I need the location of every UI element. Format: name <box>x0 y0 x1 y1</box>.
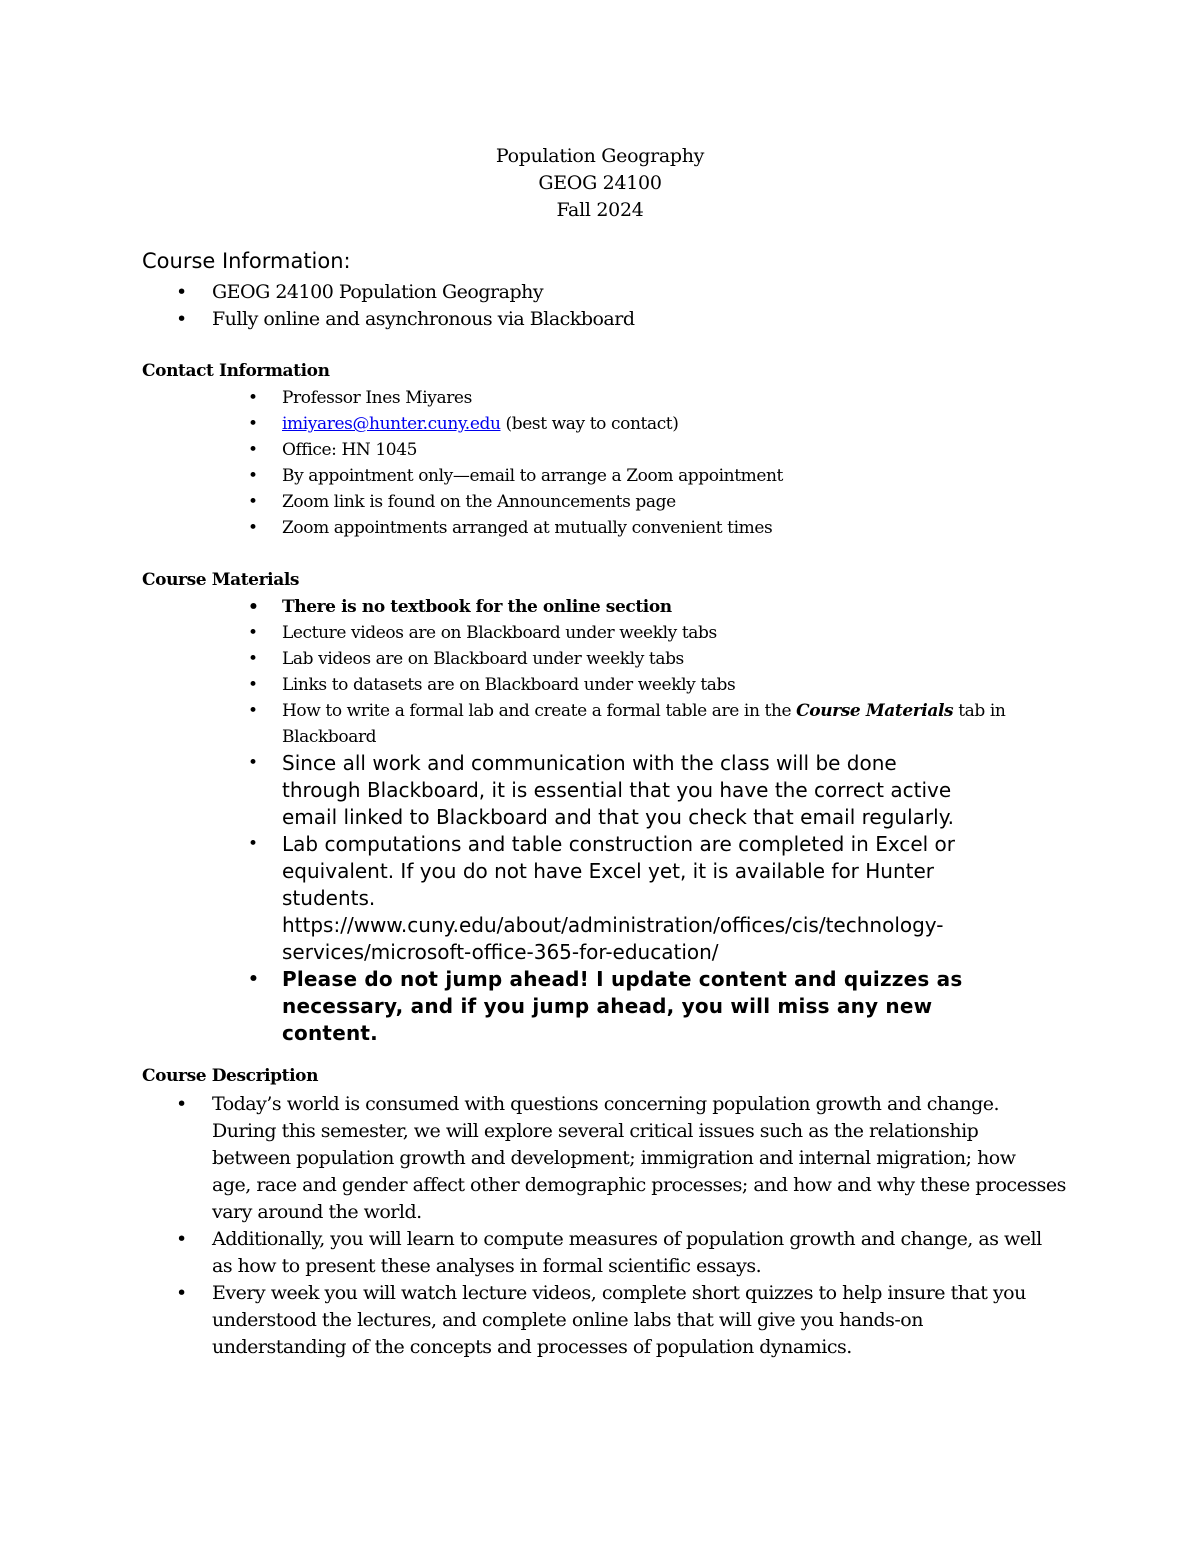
course-information-list <box>142 279 635 333</box>
bullet-icon: • <box>176 281 187 303</box>
course-title: Population Geography <box>495 145 705 167</box>
course-materials-heading: Course Materials <box>142 570 300 590</box>
list-item: • GEOG 24100 Population Geography <box>142 279 635 306</box>
course-information-heading: Course Information: <box>142 249 351 273</box>
bullet-icon: • <box>248 518 258 538</box>
contact-information-list <box>142 385 783 541</box>
bullet-icon: • <box>248 597 259 617</box>
course-materials-tab-name: Course Materials <box>796 701 954 721</box>
list-item: • Since all work and communication with the class will be done through Blackboard, it is essential that you have the correct active email linked to Blackboard and that you check that email regularly. <box>248 751 955 829</box>
list-item: • Fully online and asynchronous via Blackboard <box>142 306 635 333</box>
list-item: • Every week you will watch lecture videos, complete short quizzes to help insure that you understood the lectures, and complete online labs that will give you hands-on understanding of the concepts and processes of population dynamics. <box>176 1282 1026 1358</box>
list-item: • Links to datasets are on Blackboard under weekly tabs <box>142 672 1005 698</box>
bullet-icon: • <box>176 1093 187 1115</box>
list-item <box>142 385 783 411</box>
bullet-icon: • <box>248 440 258 460</box>
list-item: • Lab videos are on Blackboard under weekly tabs <box>142 646 1005 672</box>
list-item: • Zoom appointments arranged at mutually convenient times <box>142 515 783 541</box>
list-item <box>142 411 783 437</box>
bullet-icon: • <box>248 649 258 669</box>
course-term: Fall 2024 <box>556 199 644 221</box>
bullet-icon: • <box>176 1282 187 1304</box>
bullet-icon: • <box>248 753 259 773</box>
bullet-icon: • <box>248 701 258 721</box>
email-link[interactable]: imiyares@hunter.cuny.edu <box>282 414 501 434</box>
bullet-icon: • <box>248 492 258 512</box>
bullet-icon: • <box>248 466 258 486</box>
course-description-heading: Course Description <box>142 1066 319 1086</box>
bullet-icon: • <box>248 675 258 695</box>
list-item: • Office: HN 1045 <box>142 437 783 463</box>
email-note: (best way to contact) <box>500 414 679 434</box>
list-item: • How to write a formal lab and create a formal table are in the Course Materials tab in Blackboard <box>142 698 1005 750</box>
contact-information-heading: Contact Information <box>142 361 330 381</box>
bullet-icon: • <box>248 623 258 643</box>
professor-name: Professor Ines Miyares <box>282 388 472 408</box>
bullet-icon: • <box>248 388 258 408</box>
course-materials-list <box>142 594 1005 1047</box>
list-item: • By appointment only—email to arrange a Zoom appointment <box>142 463 783 489</box>
list-item: • Lab computations and table construction are completed in Excel or equivalent. If you do not have Excel yet, it is available for Hunter students. https://www.cuny.edu/about/administration/offices/cis/technology- services/microsoft-office-365-for-education/ <box>248 832 956 964</box>
list-item: • There is no textbook for the online section <box>142 594 1005 620</box>
course-code: GEOG 24100 <box>538 172 662 194</box>
list-item: • Zoom link is found on the Announcements page <box>142 489 783 515</box>
list-item: • Lecture videos are on Blackboard under weekly tabs <box>142 620 1005 646</box>
bullet-icon: • <box>248 834 259 854</box>
course-description-list <box>142 1091 1066 1361</box>
bullet-icon: • <box>176 1228 187 1250</box>
bullet-icon: • <box>248 414 258 434</box>
document-title-block <box>0 143 1200 224</box>
office-365-url: https://www.cuny.edu/about/administration/offices/cis/technology- <box>282 913 944 937</box>
list-item: • Please do not jump ahead! I update content and quizzes as necessary, and if you jump ahead, you will miss any new content. <box>248 967 963 1045</box>
list-item: • Today’s world is consumed with questions concerning population growth and change. During this semester, we will explore several critical issues such as the relationship between population growth and development; immigration and internal migration; how age, race and gender affect other demographic processes; and how and why these processes vary around the world. <box>176 1093 1066 1223</box>
bullet-icon: • <box>176 308 187 330</box>
bullet-icon: • <box>248 969 260 989</box>
list-item: • Additionally, you will learn to compute measures of population growth and change, as well as how to present these analyses in formal scientific essays. <box>176 1228 1042 1277</box>
